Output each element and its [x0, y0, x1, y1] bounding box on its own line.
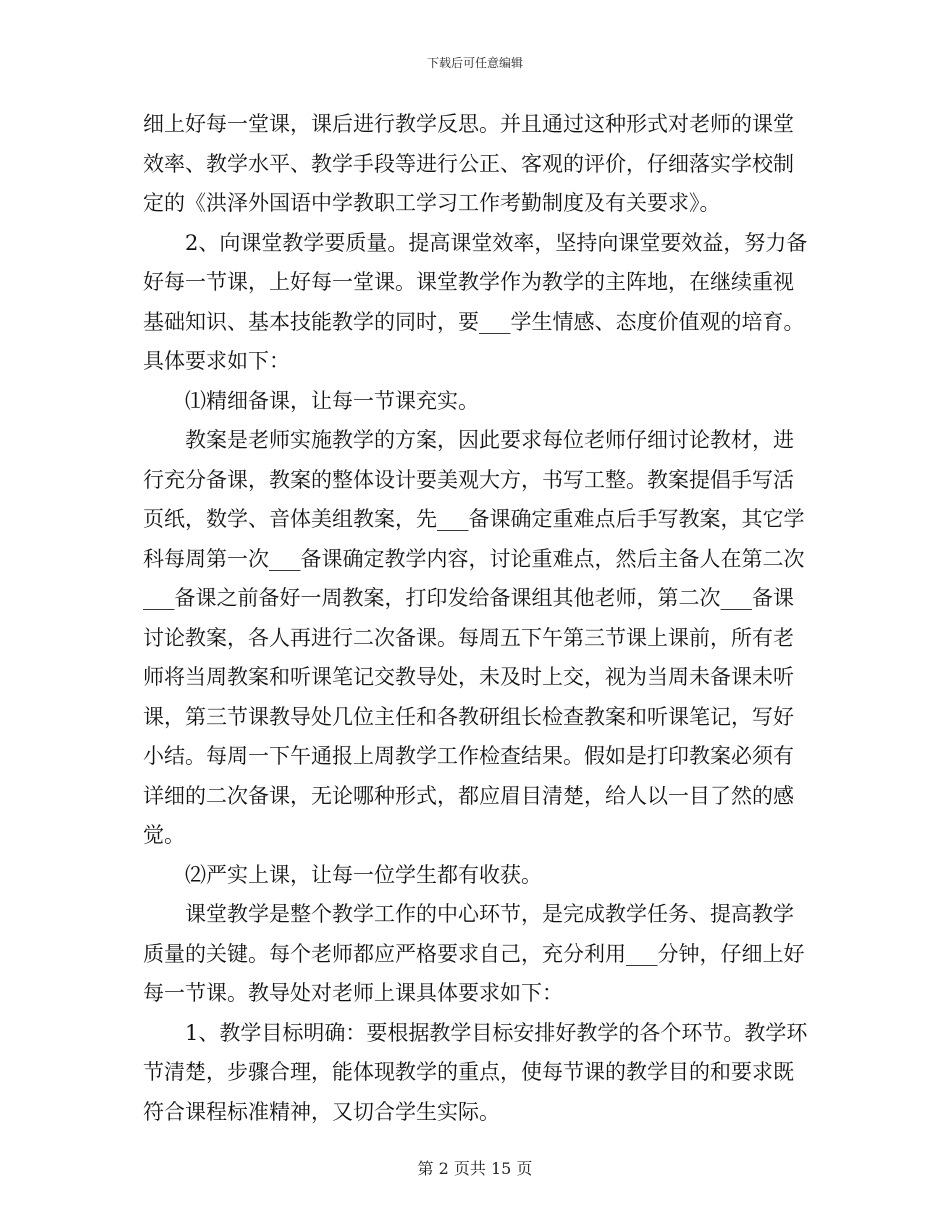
paragraph-3: 教案是老师实施教学的方案，因此要求每位老师仔细讨论教材，进行充分备课，教案的整体设计要美观大方，书写工整。教案提倡手写活页纸，数学、音体美组教案，先___备课确定重难点后手写教案，其它学科每周第一次___备课确定教学内容，讨论重难点，然后主备人在第二次___备课之前备好一周教案，打印发给备课组其他老师，第二次___备课讨论教案，各人再进行二次备课。每周五下午第三节课上课前，所有老师将当周教案和听课笔记交教导处，未及时上交，视为当周未备课未听课，第三节课教导处几位主任和各教研组长检查教案和听课笔记，写好小结。每周一下午通报上周教学工作检查结果。假如是打印教案必须有详细的二次备课，无论哪种形式，都应眉目清楚，给人以一目了然的感觉。 [143, 428, 805, 847]
document-body [143, 105, 813, 1132]
paragraph-1: 细上好每一堂课，课后进行教学反思。并且通过这种形式对老师的课堂效率、教学水平、教学手段等进行公正、客观的评价，仔细落实学校制定的《洪泽外国语中学教职工学习工作考勤制度及有关要求》。 [143, 112, 794, 215]
page-header-note: 下载后可任意编辑 [426, 56, 523, 70]
page-number: 第 2 页共 15 页 [417, 1159, 533, 1178]
paragraph-2: 2、向课堂教学要质量。提高课堂效率，坚持向课堂要效益，努力备好每一节课，上好每一堂课。课堂教学作为教学的主阵地，在继续重视基础知识、基本技能教学的同时，要___学生情感、态度价值观的培育。具体要求如下： [143, 230, 808, 373]
subheading-2: ⑵严实上课，让每一位学生都有收获。 [185, 862, 542, 887]
paragraph-5: 1、教学目标明确：要根据教学目标安排好教学的各个环节。教学环节清楚，步骤合理，能体现教学的重点，使每节课的教学目的和要求既符合课程标准精神，又切合学生实际。 [143, 1020, 808, 1124]
paragraph-4: 课堂教学是整个教学工作的中心环节，是完成教学任务、提高教学质量的关键。每个老师都应严格要求自己，充分利用___分钟，仔细上好每一节课。教导处对老师上课具体要求如下： [143, 902, 805, 1005]
subheading-1: ⑴精细备课，让每一节课充实。 [185, 388, 479, 413]
